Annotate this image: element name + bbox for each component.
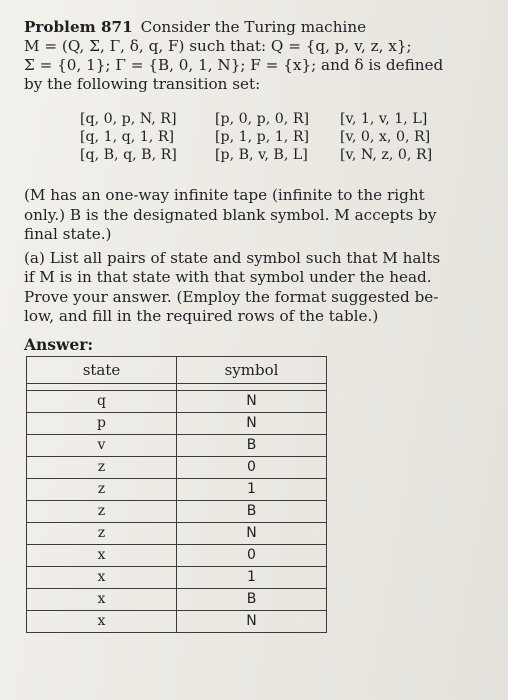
halting-table [26,356,327,633]
header-symbol: symbol [177,356,327,383]
state-cell: x [27,610,177,632]
transition: [p, B, v, B, L] [215,147,308,163]
table-row [27,610,327,632]
symbol-cell: B [177,500,327,522]
part-a-line: (a) List all pairs of state and symbol such that M halts [24,248,441,267]
symbol-cell: B [177,588,327,610]
part-a-line: if M is in that state with that symbol under the head. [24,268,432,286]
problem-heading [24,18,494,37]
part-a [24,249,494,327]
problem-line: Σ = {0, 1}; Γ = {B, 0, 1, N}; F = {x}; and δ is defined [24,56,444,74]
transition: [q, 0, p, N, R] [80,111,177,127]
symbol-cell: N [177,522,327,544]
note-line: (M has an one-way infinite tape (infinite to the right [24,186,425,204]
header-state: state [27,356,177,383]
table-row [27,544,327,566]
state-cell: z [27,478,177,500]
symbol-cell: 1 [177,566,327,588]
state-cell: z [27,522,177,544]
answer-label: Answer: [24,334,94,354]
transition: [q, 1, q, 1, R] [80,129,175,145]
symbol-cell: N [177,610,327,632]
problem-intro: Consider the Turing machine [140,18,367,36]
problem-label: Problem 871 [24,18,133,36]
symbol-cell: N [177,390,327,412]
symbol-cell: 1 [177,478,327,500]
note-line: only.) B is the designated blank symbol. M accepts by [24,205,437,224]
symbol-cell: 0 [177,456,327,478]
table-row [27,456,327,478]
table-row [27,478,327,500]
table-spacer [27,383,327,390]
table-row [27,566,327,588]
transition: [p, 1, p, 1, R] [215,129,310,145]
symbol-cell: B [177,434,327,456]
tape-note [24,186,494,245]
transition: [v, 1, v, 1, L] [340,111,428,127]
part-a-line: Prove your answer. (Employ the format suggested be- [24,287,439,306]
table-row [27,522,327,544]
transition-set [80,110,494,164]
note-line: final state.) [24,225,112,243]
state-cell: z [27,500,177,522]
symbol-cell: N [177,412,327,434]
table-header-row [27,356,327,383]
table-row [27,390,327,412]
transition: [p, 0, p, 0, R] [215,111,310,127]
transition: [q, B, q, B, R] [80,147,177,163]
table-row [27,588,327,610]
state-cell: v [27,434,177,456]
state-cell: z [27,456,177,478]
problem-line: by the following transition set: [24,75,261,93]
state-cell: q [27,390,177,412]
symbol-cell: 0 [177,544,327,566]
state-cell: x [27,566,177,588]
state-cell: x [27,588,177,610]
transition: [v, N, z, 0, R] [340,147,433,163]
state-cell: p [27,412,177,434]
state-cell: x [27,544,177,566]
table-row [27,412,327,434]
part-a-line: low, and fill in the required rows of the table.) [24,307,379,325]
table-row [27,500,327,522]
problem-line: M = (Q, Σ, Γ, δ, q, F) such that: Q = {q, p, v, z, x}; [24,37,412,55]
transition: [v, 0, x, 0, R] [340,129,431,145]
table-row [27,434,327,456]
